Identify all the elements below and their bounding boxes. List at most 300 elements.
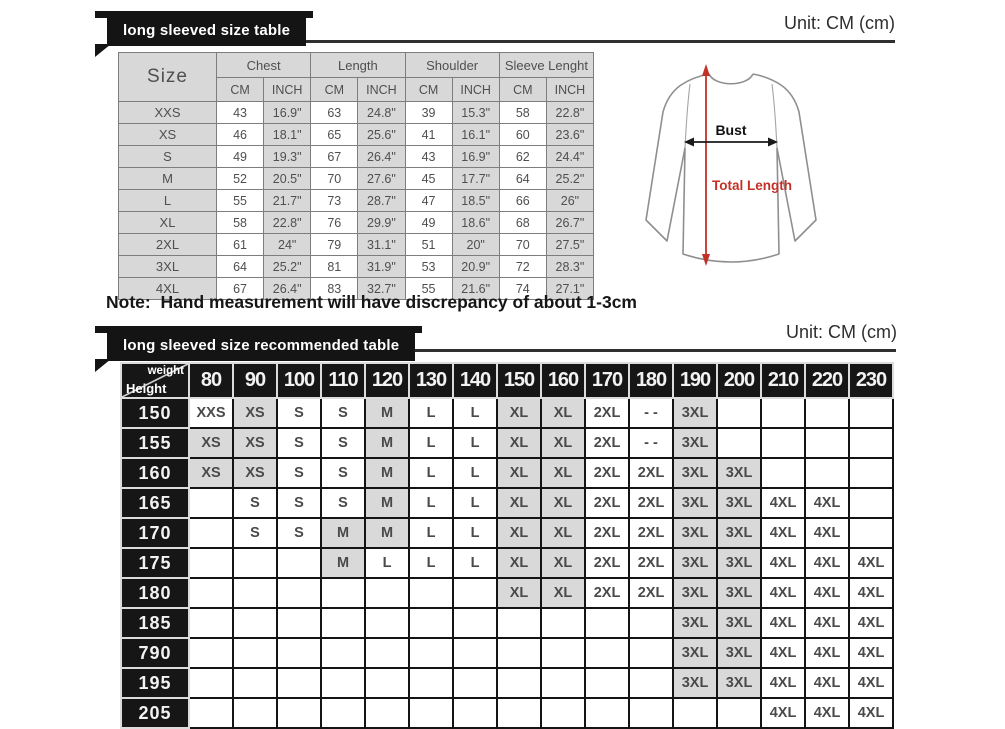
recommended-size-cell <box>189 698 233 728</box>
recommended-size-cell <box>189 608 233 638</box>
recommended-size-cell <box>233 548 277 578</box>
height-label: 160 <box>121 458 189 488</box>
inch-value: 15.3" <box>452 102 499 124</box>
recommended-size-cell: 4XL <box>805 668 849 698</box>
recommended-size-cell <box>497 698 541 728</box>
recommended-size-cell <box>629 608 673 638</box>
height-label: 195 <box>121 668 189 698</box>
recommended-size-cell: L <box>409 518 453 548</box>
recommended-size-cell: 4XL <box>805 518 849 548</box>
inch-value: 25.6" <box>358 124 405 146</box>
inch-header: INCH <box>452 78 499 102</box>
recommended-size-cell: 3XL <box>717 638 761 668</box>
recommended-size-cell: L <box>409 548 453 578</box>
weight-header: 190 <box>673 363 717 398</box>
height-label: 165 <box>121 488 189 518</box>
recommended-size-cell: S <box>233 488 277 518</box>
height-label: 185 <box>121 608 189 638</box>
recommended-size-cell: M <box>365 428 409 458</box>
recommended-size-cell <box>673 698 717 728</box>
size-label: 3XL <box>119 256 217 278</box>
shirt-neck-line <box>709 74 753 84</box>
inch-value: 26.7" <box>546 212 593 234</box>
cm-value: 43 <box>217 102 264 124</box>
recommended-size-cell: 4XL <box>849 698 893 728</box>
recommended-size-cell: 3XL <box>673 398 717 428</box>
cm-value: 52 <box>217 168 264 190</box>
weight-height-corner <box>121 363 189 398</box>
recommended-size-cell: M <box>365 518 409 548</box>
recommended-size-cell: 3XL <box>717 518 761 548</box>
recommended-size-cell <box>365 608 409 638</box>
recommended-size-cell: XS <box>189 458 233 488</box>
inch-value: 20" <box>452 234 499 256</box>
recommended-size-cell: XS <box>233 428 277 458</box>
recommended-size-cell: L <box>409 458 453 488</box>
recommended-size-cell: XL <box>541 398 585 428</box>
recommended-table-banner-label: long sleeved size recommended table <box>123 337 400 354</box>
recommended-size-cell <box>277 698 321 728</box>
recommended-size-cell <box>321 698 365 728</box>
cm-value: 45 <box>405 168 452 190</box>
column-group-header: Chest <box>217 53 311 78</box>
recommended-size-cell <box>365 698 409 728</box>
recommended-size-cell: 2XL <box>585 548 629 578</box>
recommended-size-cell <box>849 458 893 488</box>
recommended-size-cell <box>189 578 233 608</box>
recommended-size-cell <box>409 578 453 608</box>
size-table-row <box>119 190 594 212</box>
inch-value: 18.6" <box>452 212 499 234</box>
recommended-size-cell <box>189 638 233 668</box>
recommended-size-cell: XS <box>233 458 277 488</box>
recommended-size-cell <box>409 608 453 638</box>
recommended-size-cell: 3XL <box>673 458 717 488</box>
inch-value: 19.3" <box>264 146 311 168</box>
shirt-measurement-diagram <box>633 50 870 290</box>
inch-value: 16.1" <box>452 124 499 146</box>
recommended-size-cell: M <box>321 518 365 548</box>
recommended-size-cell: 4XL <box>805 578 849 608</box>
recommended-size-cell: 3XL <box>673 608 717 638</box>
rec-row <box>121 548 893 578</box>
recommended-size-cell <box>497 668 541 698</box>
inch-value: 22.8" <box>264 212 311 234</box>
column-group-header: Shoulder <box>405 53 499 78</box>
weight-header: 100 <box>277 363 321 398</box>
recommended-size-cell: 2XL <box>585 578 629 608</box>
recommended-size-cell: L <box>453 458 497 488</box>
cm-value: 68 <box>499 212 546 234</box>
recommended-size-cell <box>585 608 629 638</box>
recommended-size-cell: 3XL <box>673 488 717 518</box>
cm-value: 53 <box>405 256 452 278</box>
recommended-size-cell <box>453 698 497 728</box>
inch-value: 24.8" <box>358 102 405 124</box>
size-table-head <box>119 53 594 102</box>
recommended-size-cell <box>233 578 277 608</box>
inch-header: INCH <box>264 78 311 102</box>
recommended-size-cell: S <box>321 428 365 458</box>
recommended-size-cell <box>453 578 497 608</box>
weight-header: 140 <box>453 363 497 398</box>
weight-header: 130 <box>409 363 453 398</box>
cm-value: 79 <box>311 234 358 256</box>
height-label: 205 <box>121 698 189 728</box>
recommended-size-cell <box>409 668 453 698</box>
inch-value: 26" <box>546 190 593 212</box>
recommended-size-cell: 4XL <box>849 548 893 578</box>
recommended-size-cell <box>497 638 541 668</box>
cm-value: 41 <box>405 124 452 146</box>
column-group-header: Length <box>311 53 405 78</box>
recommended-size-cell <box>453 668 497 698</box>
recommended-size-cell <box>321 638 365 668</box>
recommended-size-cell <box>189 488 233 518</box>
recommended-size-cell: 4XL <box>761 548 805 578</box>
recommended-size-cell: 3XL <box>717 578 761 608</box>
cm-value: 47 <box>405 190 452 212</box>
recommended-size-cell: 4XL <box>761 578 805 608</box>
rec-row <box>121 428 893 458</box>
recommended-size-cell: 4XL <box>761 608 805 638</box>
recommended-size-cell: 3XL <box>673 668 717 698</box>
weight-header: 160 <box>541 363 585 398</box>
recommended-size-cell: S <box>233 518 277 548</box>
inch-value: 28.7" <box>358 190 405 212</box>
inch-header: INCH <box>546 78 593 102</box>
weight-header: 230 <box>849 363 893 398</box>
recommended-size-cell <box>585 668 629 698</box>
recommended-size-cell: XS <box>189 428 233 458</box>
recommended-size-cell: 2XL <box>629 488 673 518</box>
recommended-size-cell <box>365 578 409 608</box>
recommended-size-cell: 2XL <box>629 458 673 488</box>
recommended-size-cell <box>761 398 805 428</box>
cm-value: 74 <box>499 278 546 300</box>
recommended-table-banner <box>107 331 415 361</box>
recommended-size-cell: 3XL <box>673 578 717 608</box>
height-label: 155 <box>121 428 189 458</box>
inch-value: 31.1" <box>358 234 405 256</box>
rec-row <box>121 578 893 608</box>
recommended-size-cell <box>849 488 893 518</box>
inch-value: 26.4" <box>358 146 405 168</box>
inch-value: 28.3" <box>546 256 593 278</box>
weight-header: 110 <box>321 363 365 398</box>
recommended-size-cell: L <box>453 518 497 548</box>
recommended-size-cell: 4XL <box>761 698 805 728</box>
recommended-size-cell: 2XL <box>629 548 673 578</box>
height-label: 790 <box>121 638 189 668</box>
recommended-size-cell <box>849 518 893 548</box>
recommended-size-cell: M <box>365 398 409 428</box>
recommended-size-cell: 3XL <box>673 638 717 668</box>
cm-value: 76 <box>311 212 358 234</box>
cm-value: 63 <box>311 102 358 124</box>
size-recommended-table <box>120 362 894 729</box>
cm-header: CM <box>217 78 264 102</box>
recommended-size-cell: 3XL <box>673 548 717 578</box>
inch-value: 25.2" <box>546 168 593 190</box>
size-table-row <box>119 212 594 234</box>
recommended-size-cell: S <box>277 428 321 458</box>
recommended-size-cell: 4XL <box>761 668 805 698</box>
recommended-size-cell <box>629 638 673 668</box>
unit-label-bottom: Unit: CM (cm) <box>786 322 897 342</box>
recommended-size-cell <box>717 428 761 458</box>
recommended-size-cell <box>541 698 585 728</box>
height-label: 180 <box>121 578 189 608</box>
inch-header: INCH <box>358 78 405 102</box>
size-table <box>118 52 594 300</box>
weight-header: 210 <box>761 363 805 398</box>
recommended-size-cell: XL <box>541 548 585 578</box>
cm-value: 64 <box>499 168 546 190</box>
recommended-size-cell: XL <box>497 548 541 578</box>
recommended-size-cell <box>321 608 365 638</box>
inch-value: 32.7" <box>358 278 405 300</box>
recommended-size-cell <box>409 638 453 668</box>
recommended-size-cell: M <box>321 548 365 578</box>
cm-value: 51 <box>405 234 452 256</box>
size-column-header: Size <box>119 53 217 102</box>
cm-value: 67 <box>217 278 264 300</box>
recommended-size-cell <box>541 638 585 668</box>
recommended-size-cell <box>409 698 453 728</box>
recommended-size-cell: L <box>453 488 497 518</box>
rec-row <box>121 458 893 488</box>
cm-value: 83 <box>311 278 358 300</box>
recommended-size-cell: 2XL <box>585 488 629 518</box>
recommended-size-cell: 2XL <box>585 398 629 428</box>
cm-value: 58 <box>499 102 546 124</box>
inch-value: 27.1" <box>546 278 593 300</box>
rec-row <box>121 638 893 668</box>
recommended-size-cell: M <box>365 488 409 518</box>
recommended-size-cell: L <box>409 428 453 458</box>
inch-value: 31.9" <box>358 256 405 278</box>
cm-value: 66 <box>499 190 546 212</box>
recommended-size-cell <box>717 698 761 728</box>
recommended-size-cell <box>717 398 761 428</box>
recommended-size-cell: S <box>277 398 321 428</box>
recommended-size-cell <box>277 668 321 698</box>
size-table-row <box>119 256 594 278</box>
inch-value: 29.9" <box>358 212 405 234</box>
recommended-size-cell: XL <box>541 428 585 458</box>
inch-value: 20.9" <box>452 256 499 278</box>
divider-line-bottom <box>392 349 896 352</box>
cm-value: 60 <box>499 124 546 146</box>
height-label: 175 <box>121 548 189 578</box>
total-length-label: Total Length <box>712 178 792 193</box>
inch-value: 23.6" <box>546 124 593 146</box>
recommended-size-cell <box>761 458 805 488</box>
recommended-size-cell <box>321 578 365 608</box>
weight-header: 200 <box>717 363 761 398</box>
recommended-size-cell <box>629 698 673 728</box>
inch-value: 27.6" <box>358 168 405 190</box>
recommended-size-cell <box>189 548 233 578</box>
rec-row <box>121 398 893 428</box>
cm-value: 64 <box>217 256 264 278</box>
recommended-size-cell: 4XL <box>761 638 805 668</box>
cm-value: 73 <box>311 190 358 212</box>
rec-row <box>121 668 893 698</box>
rec-row <box>121 698 893 728</box>
recommended-size-cell: 4XL <box>849 608 893 638</box>
inch-value: 26.4" <box>264 278 311 300</box>
recommended-size-cell: S <box>277 458 321 488</box>
cm-value: 46 <box>217 124 264 146</box>
inch-value: 16.9" <box>452 146 499 168</box>
recommended-size-cell: 4XL <box>761 488 805 518</box>
size-table-row <box>119 234 594 256</box>
recommended-size-cell: - - <box>629 428 673 458</box>
size-table-group-row <box>119 53 594 78</box>
recommended-size-cell <box>365 638 409 668</box>
recommended-size-cell <box>629 668 673 698</box>
cm-value: 67 <box>311 146 358 168</box>
unit-label-top: Unit: CM (cm) <box>784 13 895 33</box>
recommended-size-cell: 2XL <box>585 428 629 458</box>
rec-header-row <box>121 363 893 398</box>
recommended-size-cell: L <box>409 488 453 518</box>
inch-value: 18.1" <box>264 124 311 146</box>
recommended-size-cell: 3XL <box>673 518 717 548</box>
measurement-note: Note: Hand measurement will have discrepancy of about 1-3cm <box>106 292 637 312</box>
shirt-left-seam <box>685 84 690 148</box>
weight-header: 180 <box>629 363 673 398</box>
recommended-size-cell: XL <box>541 488 585 518</box>
recommended-size-cell <box>761 428 805 458</box>
inch-value: 27.5" <box>546 234 593 256</box>
recommended-size-cell: L <box>453 398 497 428</box>
inch-value: 22.8" <box>546 102 593 124</box>
recommended-size-cell: 3XL <box>673 428 717 458</box>
recommended-size-cell: XL <box>541 518 585 548</box>
cm-value: 49 <box>405 212 452 234</box>
recommended-size-cell: S <box>277 488 321 518</box>
recommended-size-cell: S <box>277 518 321 548</box>
size-label: XL <box>119 212 217 234</box>
cm-value: 70 <box>311 168 358 190</box>
recommended-size-cell <box>365 668 409 698</box>
recommended-size-cell: XL <box>497 518 541 548</box>
column-group-header: Sleeve Lenght <box>499 53 593 78</box>
recommended-size-cell <box>233 668 277 698</box>
inch-value: 20.5" <box>264 168 311 190</box>
recommended-size-cell: 3XL <box>717 668 761 698</box>
recommended-size-cell: XS <box>233 398 277 428</box>
recommended-size-cell: 4XL <box>805 488 849 518</box>
recommended-size-cell: XL <box>497 488 541 518</box>
recommended-size-cell: 2XL <box>585 458 629 488</box>
recommended-size-cell <box>849 428 893 458</box>
size-label: M <box>119 168 217 190</box>
weight-header: 220 <box>805 363 849 398</box>
recommended-size-cell <box>453 608 497 638</box>
recommended-size-cell: 2XL <box>629 578 673 608</box>
inch-value: 24.4" <box>546 146 593 168</box>
corner-height-label: Height <box>126 381 167 396</box>
weight-header: 170 <box>585 363 629 398</box>
divider-line-top <box>296 40 895 43</box>
recommended-size-cell <box>277 638 321 668</box>
recommended-size-cell <box>321 668 365 698</box>
inch-value: 18.5" <box>452 190 499 212</box>
cm-value: 62 <box>499 146 546 168</box>
recommended-size-cell: 4XL <box>849 668 893 698</box>
recommended-size-cell: 4XL <box>805 698 849 728</box>
recommended-size-cell: 2XL <box>585 518 629 548</box>
size-table-row <box>119 168 594 190</box>
cm-value: 72 <box>499 256 546 278</box>
height-label: 170 <box>121 518 189 548</box>
recommended-size-cell <box>277 548 321 578</box>
recommended-size-cell: M <box>365 458 409 488</box>
recommended-size-cell: S <box>321 398 365 428</box>
total-length-arrowhead-top <box>702 64 710 76</box>
size-label: 4XL <box>119 278 217 300</box>
recommended-size-cell: 4XL <box>849 578 893 608</box>
recommended-size-cell: 4XL <box>805 608 849 638</box>
recommended-size-cell: 3XL <box>717 608 761 638</box>
cm-value: 61 <box>217 234 264 256</box>
cm-header: CM <box>405 78 452 102</box>
inch-value: 16.9" <box>264 102 311 124</box>
size-table-body <box>119 102 594 300</box>
recommended-size-cell: - - <box>629 398 673 428</box>
cm-value: 58 <box>217 212 264 234</box>
size-label: L <box>119 190 217 212</box>
recommended-size-cell: S <box>321 488 365 518</box>
size-label: XXS <box>119 102 217 124</box>
recommended-size-cell: XL <box>497 458 541 488</box>
recommended-size-cell: 4XL <box>761 518 805 548</box>
corner-weight-label: weight <box>147 365 184 377</box>
recommended-size-cell <box>233 608 277 638</box>
cm-value: 65 <box>311 124 358 146</box>
cm-value: 81 <box>311 256 358 278</box>
recommended-size-cell: 3XL <box>717 488 761 518</box>
size-label: S <box>119 146 217 168</box>
recommended-size-cell <box>189 668 233 698</box>
inch-value: 24" <box>264 234 311 256</box>
cm-header: CM <box>499 78 546 102</box>
inch-value: 25.2" <box>264 256 311 278</box>
size-table-row <box>119 124 594 146</box>
recommended-size-cell <box>849 398 893 428</box>
recommended-size-cell <box>805 428 849 458</box>
inch-value: 21.6" <box>452 278 499 300</box>
recommended-size-cell: L <box>453 548 497 578</box>
recommended-size-cell <box>805 458 849 488</box>
size-table-row <box>119 102 594 124</box>
cm-value: 39 <box>405 102 452 124</box>
inch-value: 21.7" <box>264 190 311 212</box>
recommended-size-cell: XL <box>541 458 585 488</box>
recommended-size-cell: 4XL <box>849 638 893 668</box>
recommended-size-cell <box>585 638 629 668</box>
recommended-size-cell: 3XL <box>717 548 761 578</box>
cm-value: 55 <box>405 278 452 300</box>
weight-header: 150 <box>497 363 541 398</box>
recommended-size-cell: L <box>453 428 497 458</box>
recommended-size-cell: 4XL <box>805 638 849 668</box>
weight-header: 80 <box>189 363 233 398</box>
